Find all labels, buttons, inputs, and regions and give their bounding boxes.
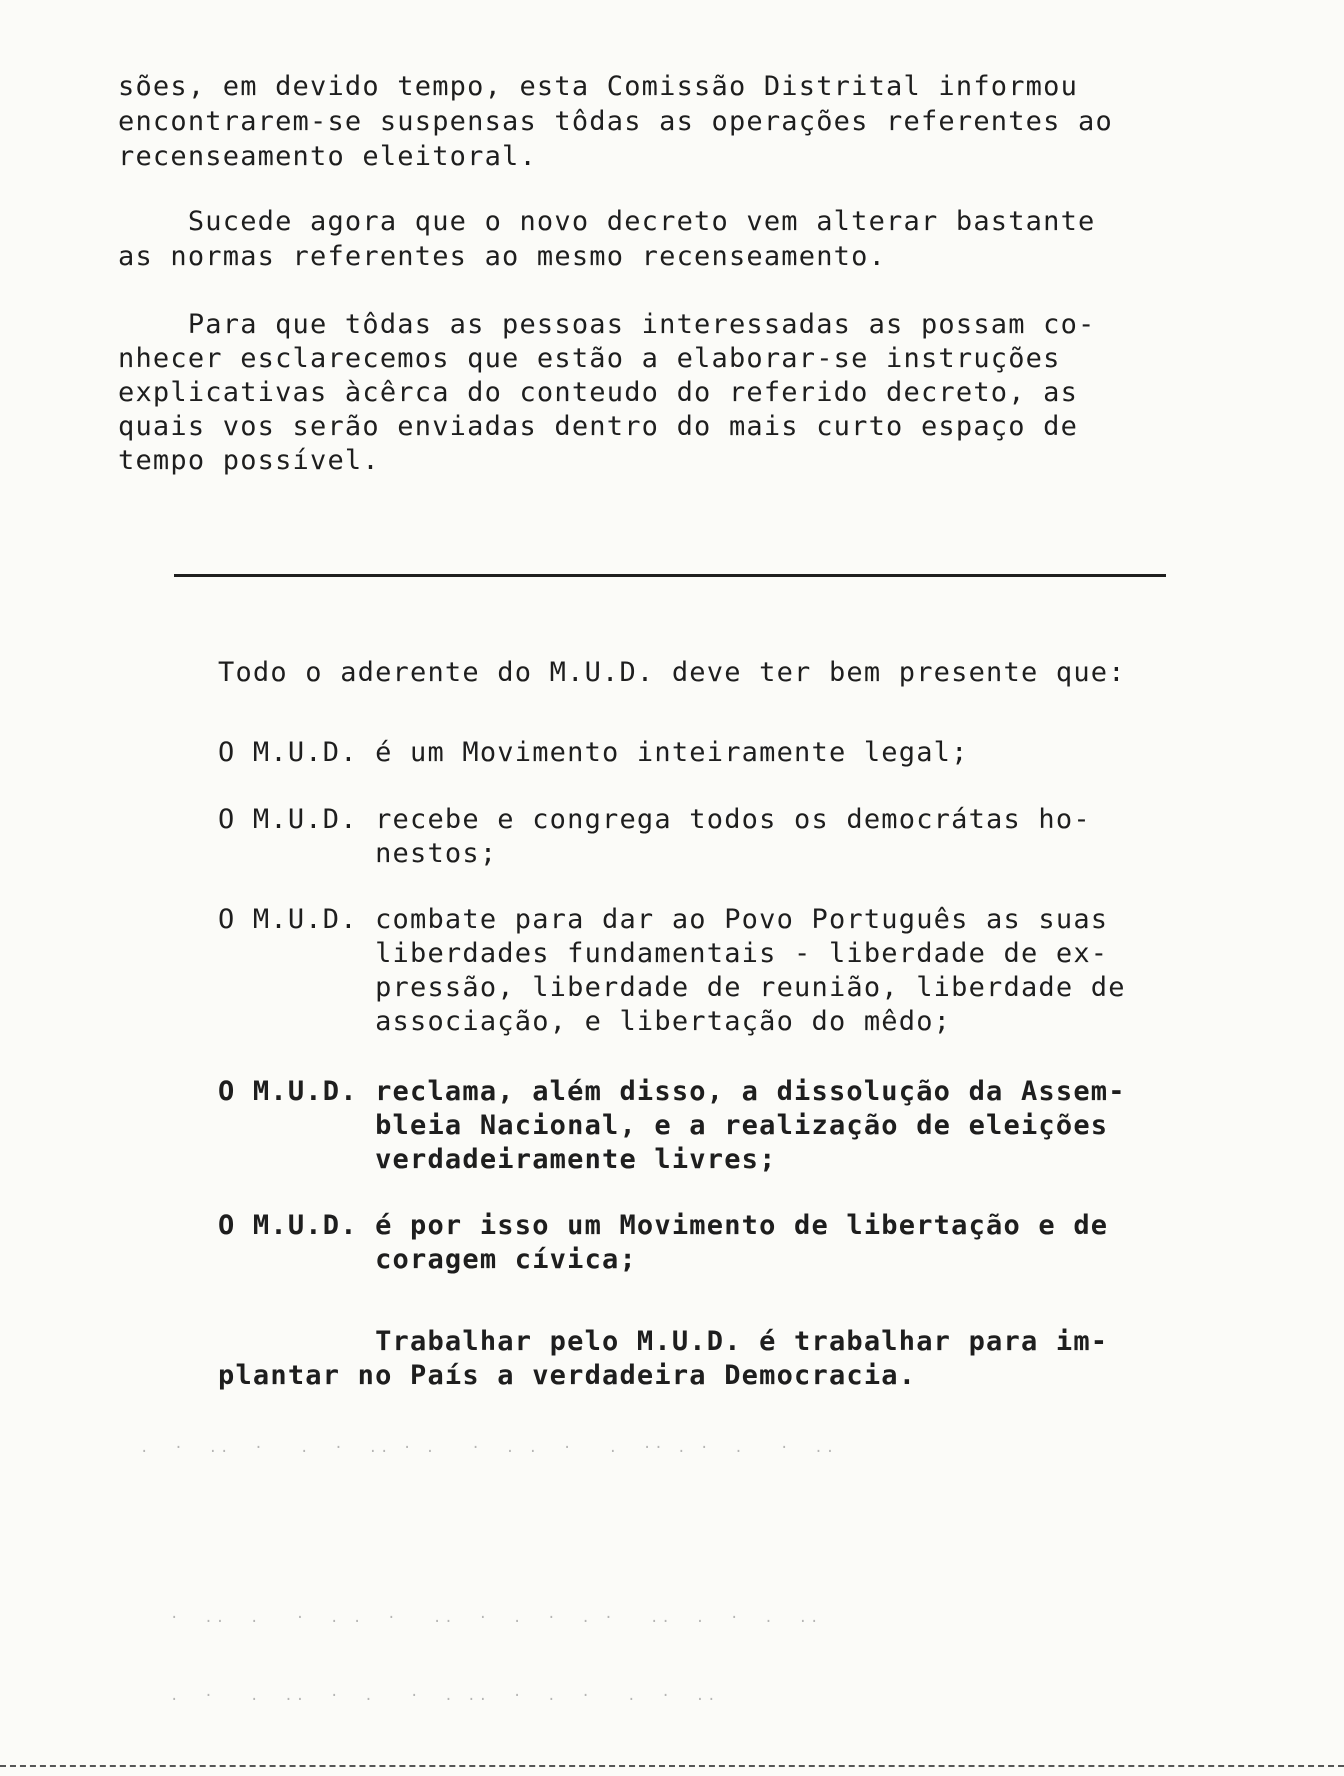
closing-line1: Trabalhar pelo M.U.D. é trabalhar para im- (218, 1326, 1109, 1357)
closing-line2: plantar no País a verdadeira Democracia. (218, 1360, 917, 1391)
mud-intro: Todo o aderente do M.U.D. deve ter bem presente que: (218, 657, 1126, 688)
mud-item-3-line3: pressão, liberdade de reunião, liberdade de (218, 972, 1126, 1003)
mud-item-2-line1: O M.U.D. recebe e congrega todos os democrátas ho- (218, 804, 1091, 835)
mud-item-3-line4: associação, e libertação do mêdo; (218, 1006, 952, 1037)
page-edge (0, 1765, 1344, 1767)
mud-item-5-line1: O M.U.D. é por isso um Movimento de libertação e de (218, 1210, 1109, 1241)
mud-item-3-line1: O M.U.D. combate para dar ao Povo Português as suas (218, 904, 1109, 935)
para3-line4: quais vos serão enviadas dentro do mais curto espaço de (118, 411, 1079, 442)
scan-noise: . · . .. · . · . .. · . · . · .. (170, 1688, 719, 1704)
para1-line3: recenseamento eleitoral. (118, 141, 537, 172)
mud-item-5-line2: coragem cívica; (218, 1244, 637, 1275)
para2-line2: as normas referentes ao mesmo recenseamento. (118, 241, 887, 272)
mud-item-4-line2: bleia Nacional, e a realização de eleições (218, 1110, 1109, 1141)
mud-item-2-line2: nestos; (218, 838, 498, 869)
para3-line5: tempo possível. (118, 445, 380, 476)
mud-item-1: O M.U.D. é um Movimento inteiramente legal; (218, 737, 969, 768)
mud-item-4-line3: verdadeiramente livres; (218, 1144, 777, 1175)
para3-line1: Para que tôdas as pessoas interessadas as possam co- (118, 309, 1096, 340)
mud-item-3-line2: liberdades fundamentais - liberdade de ex- (218, 938, 1109, 969)
section-divider (174, 574, 1166, 577)
para1-line1: sões, em devido tempo, esta Comissão Distrital informou (118, 71, 1079, 102)
scan-noise: . · .. · . · .. · . · . . · . ·· . · . · .. (140, 1440, 838, 1456)
para2-line1: Sucede agora que o novo decreto vem alterar bastante (118, 206, 1096, 237)
para1-line2: encontrarem-se suspensas tôdas as operações referentes ao (118, 106, 1113, 137)
para3-line2: nhecer esclarecemos que estão a elaborar-se instruções (118, 343, 1061, 374)
mud-item-4-line1: O M.U.D. reclama, além disso, a dissolução da Assem- (218, 1076, 1126, 1107)
scan-noise: · .. . · . . · .. · . · . · .. . · . .. (170, 1610, 822, 1626)
para3-line3: explicativas àcêrca do conteudo do referido decreto, as (118, 377, 1079, 408)
